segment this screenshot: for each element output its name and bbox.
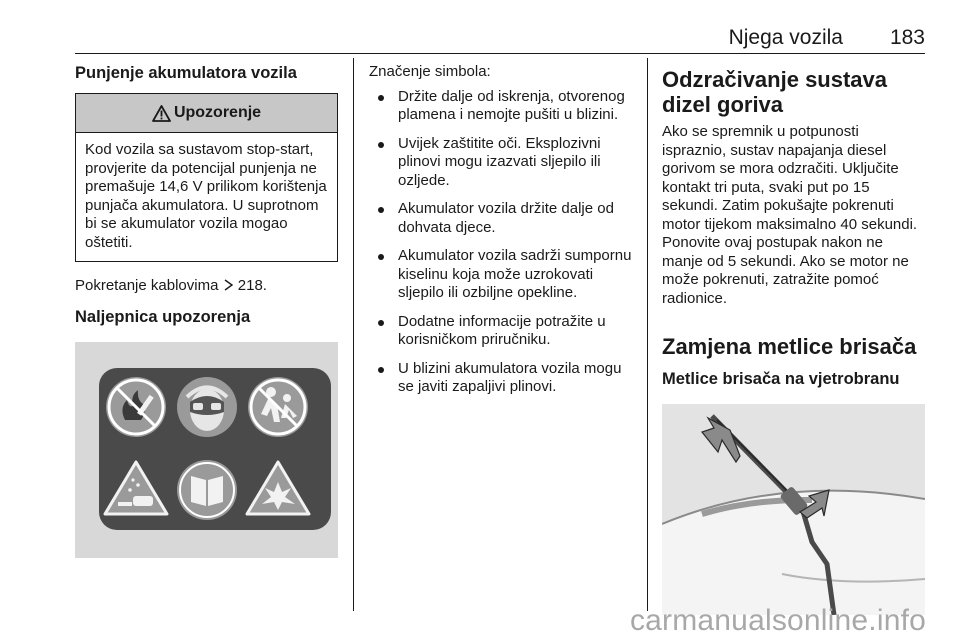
jump-start-text: Pokretanje kablovima — [75, 277, 219, 294]
section-heading-battery-charging: Punjenje akumulatora vozila — [75, 64, 297, 82]
column-divider-2 — [647, 58, 648, 611]
header-rule — [75, 53, 925, 54]
bullet-dot-icon — [378, 367, 384, 373]
section-heading-warning-label: Naljepnica upozorenja — [75, 307, 251, 326]
face-shield-icon — [177, 377, 237, 437]
list-item: Držite dalje od iskrenja, otvorenog plamena i nemojte pušiti u blizini. — [369, 88, 635, 125]
page-number: 183 — [889, 26, 925, 49]
list-item: Uvijek zaštitite oči. Eksplozivni plinovi mogu izazvati sljepilo ili ozljede. — [369, 135, 635, 191]
warning-box — [75, 93, 338, 262]
warning-title: Upozorenje — [173, 104, 262, 121]
page-header — [75, 26, 925, 52]
warning-header — [76, 94, 337, 133]
bullet-dot-icon — [378, 95, 384, 101]
bullet-dot-icon — [378, 142, 384, 148]
column-3 — [662, 67, 927, 615]
section-heading-wiper-replacement: Zamjena metlice brisača — [662, 334, 917, 359]
warning-text: Kod vozila sa sustavom stop-start, provjerite da potencijal punjenja ne premašuje 14,6 V prilikom korištenja punjača akumulatora. U suprotnom bi se akumulator vozila mogao oštetiti. — [85, 141, 327, 251]
list-item: Akumulator vozila držite dalje od dohvata djece. — [369, 200, 635, 237]
chapter-title: Njega vozila — [728, 26, 843, 49]
diesel-bleeding-text: Ako se spremnik u potpunosti ispraznio, sustav napajanja diesel gorivom se mora odzračiti. Uključite kontakt tri puta, svaki put po 15 sekundi. Zatim pokušajte pokrenuti motor tijekom maksimalno 40 sekundi. Ponovite ovaj postupak nakon ne manje od 5 sekundi. Ako se motor ne može pokrenuti, zatražite pomoć radionice. — [662, 123, 918, 307]
column-1 — [75, 63, 338, 558]
no-fire-icon — [106, 377, 166, 437]
keep-children-away-icon — [248, 377, 308, 437]
battery-warning-label-image — [75, 342, 338, 558]
wiper-blade-illustration — [662, 404, 925, 615]
page-reference-arrow-icon — [223, 279, 234, 291]
subheading-windscreen-wipers: Metlice brisača na vjetrobranu — [662, 370, 900, 388]
section-heading-diesel-bleeding: Odzračivanje sustava dizel goriva — [662, 67, 888, 117]
list-item: Dodatne informacije potražite u korisničkom priručniku. — [369, 313, 635, 350]
symbols-intro: Značenje simbola: — [369, 63, 491, 80]
bullet-dot-icon — [378, 207, 384, 213]
symbol-meaning-list — [369, 88, 635, 397]
column-2 — [369, 63, 635, 407]
column-divider-1 — [353, 58, 354, 611]
bullet-dot-icon — [378, 254, 384, 260]
read-manual-icon — [177, 460, 237, 520]
watermark: carmanualsonline.info — [629, 604, 926, 637]
list-item: U blizini akumulatora vozila mogu se javiti zapaljivi plinovi. — [369, 360, 635, 397]
jump-start-page: 218. — [237, 277, 267, 294]
list-item: Akumulator vozila sadrži sumpornu kiselinu koja može uzrokovati sljepilo ili ozbiljne opekline. — [369, 247, 635, 303]
bullet-dot-icon — [378, 320, 384, 326]
jump-start-reference — [75, 277, 338, 296]
warning-triangle-icon — [152, 105, 171, 122]
